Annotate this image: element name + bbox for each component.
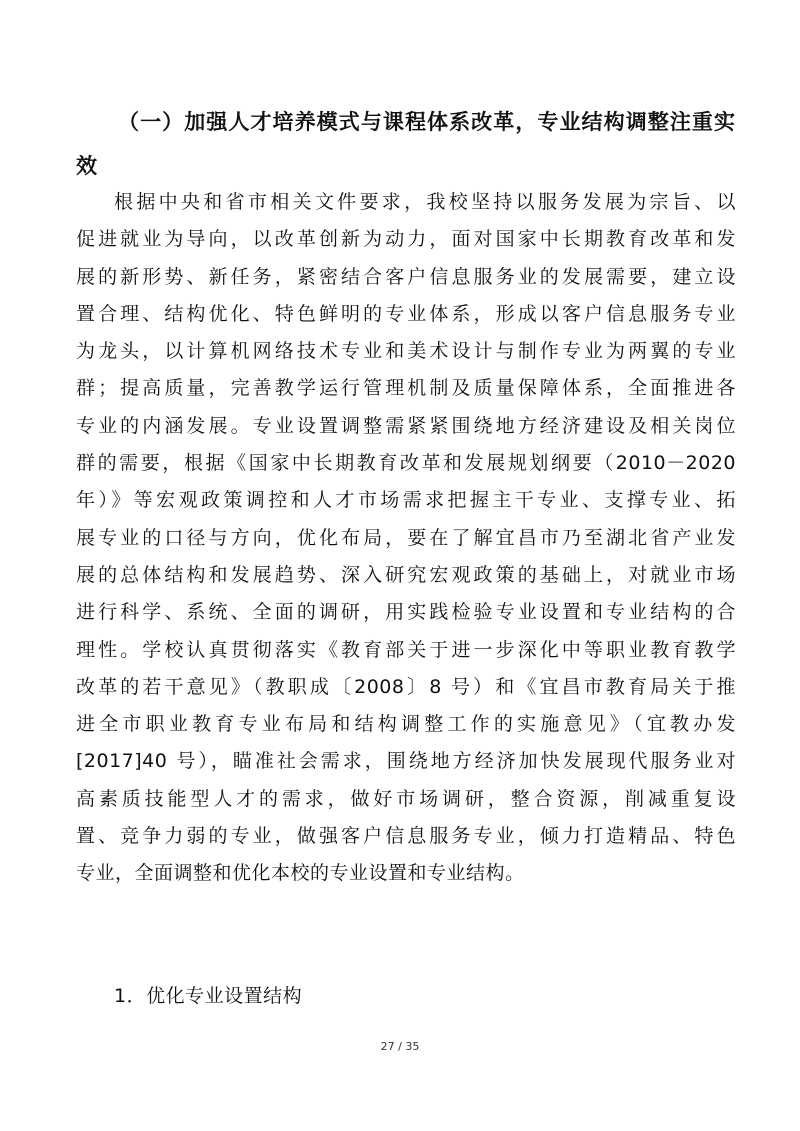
sub-heading: 1．优化专业设置结构 <box>114 985 303 1007</box>
paragraph-line: 进行科学、系统、全面的调研，用实践检验专业设置和专业结构的合 <box>76 601 736 624</box>
section-heading: （一）加强人才培养模式与课程体系改革，专业结构调整注重实效 <box>76 110 736 178</box>
paragraph-line: 展的总体结构和发展趋势、深入研究宏观政策的基础上，对就业市场 <box>76 563 736 586</box>
paragraph-line: 展专业的口径与方向，优化布局，要在了解宜昌市乃至湖北省产业发 <box>76 526 736 549</box>
paragraph-line: 专业，全面调整和优化本校的专业设置和专业结构。 <box>76 862 525 885</box>
paragraph-line: 促进就业为导向，以改革创新为动力，面对国家中长期教育改革和发 <box>76 228 736 251</box>
body-paragraph <box>76 184 736 893</box>
paragraph-line: 置合理、结构优化、特色鲜明的专业体系，形成以客户信息服务专业 <box>76 302 736 325</box>
paragraph-line: 群；提高质量，完善教学运行管理机制及质量保障体系，全面推进各 <box>76 377 736 400</box>
paragraph-line: 理性。学校认真贯彻落实《教育部关于进一步深化中等职业教育教学 <box>76 638 736 661</box>
paragraph-line: 改革的若干意见》（教职成〔2008〕8 号）和《宜昌市教育局关于推 <box>76 675 736 698</box>
paragraph-line: 专业的内涵发展。专业设置调整需紧紧围绕地方经济建设及相关岗位 <box>76 414 736 437</box>
paragraph-line: 为龙头，以计算机网络技术专业和美术设计与制作专业为两翼的专业 <box>76 340 736 363</box>
paragraph-line: 高素质技能型人才的需求，做好市场调研，整合资源，削减重复设 <box>76 787 736 810</box>
paragraph-line: 置、竞争力弱的专业，做强客户信息服务专业，倾力打造精品、特色 <box>76 825 736 848</box>
paragraph-line: [2017]40 号），瞄准社会需求，围绕地方经济加快发展现代服务业对 <box>76 750 736 773</box>
paragraph-line: 群的需要，根据《国家中长期教育改革和发展规划纲要（2010－2020 <box>76 452 736 475</box>
paragraph-line: 年）》等宏观政策调控和人才市场需求把握主干专业、支撑专业、拓 <box>76 489 736 512</box>
paragraph-line: 展的新形势、新任务，紧密结合客户信息服务业的发展需要，建立设 <box>76 265 736 288</box>
page-number: 27 / 35 <box>380 1040 420 1053</box>
paragraph-line: 根据中央和省市相关文件要求，我校坚持以服务发展为宗旨、以 <box>114 191 736 213</box>
paragraph-line: 进全市职业教育专业布局和结构调整工作的实施意见》（宜教办发 <box>76 713 736 736</box>
